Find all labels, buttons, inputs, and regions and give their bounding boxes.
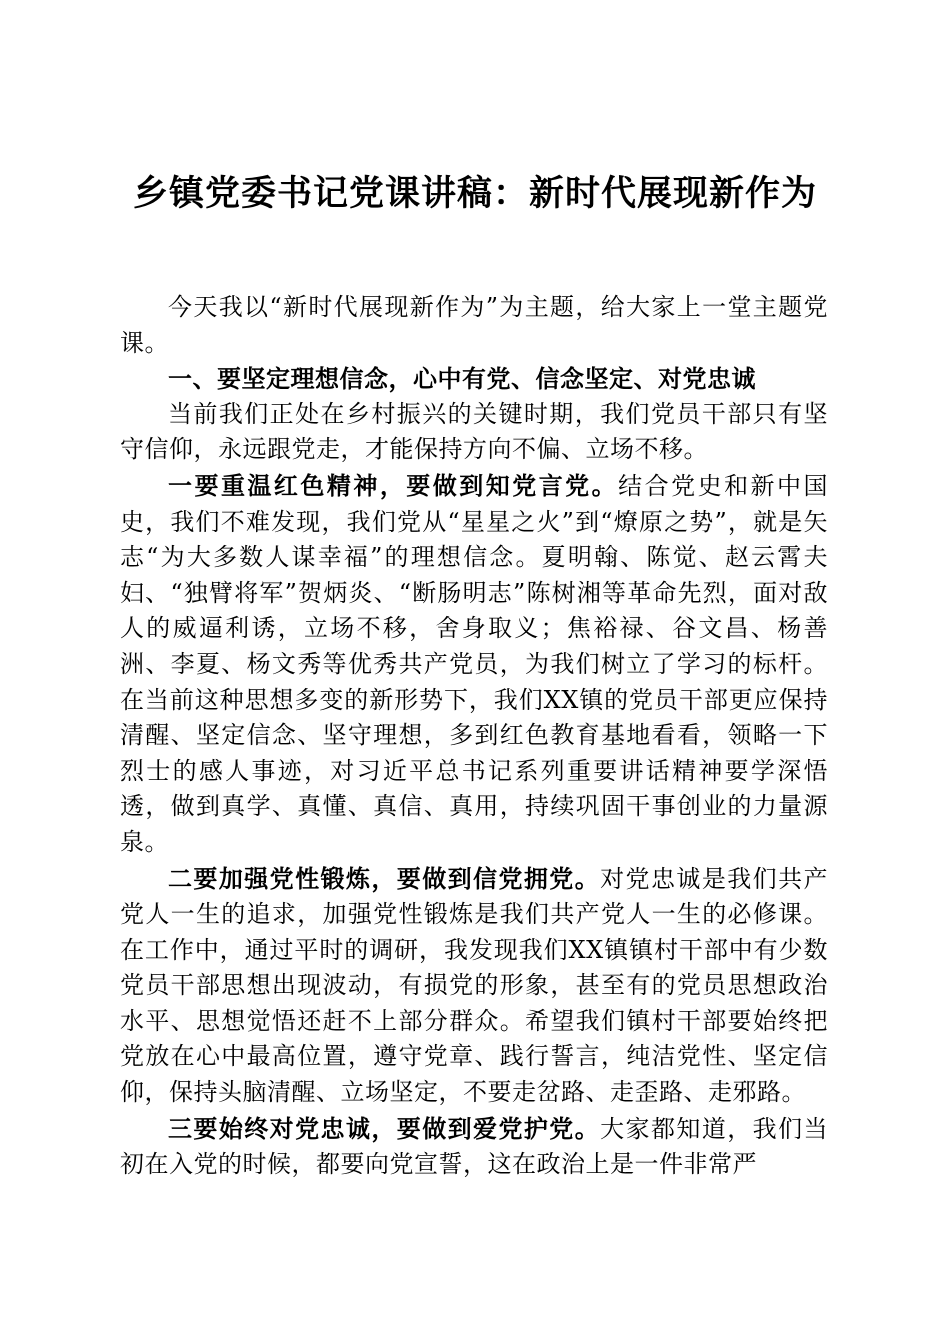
point-3-text: 大家都知道，我们当初在入党的时候，都要向党宣誓，这在政治上是一件非常严 bbox=[120, 1114, 828, 1179]
section-heading-1: 一、要坚定理想信念，心中有党、信念坚定、对党忠诚 bbox=[168, 364, 756, 394]
intro-paragraph: 今天我以“新时代展现新作为”为主题，给大家上一堂主题党课。 bbox=[120, 293, 828, 357]
point-3-paragraph bbox=[120, 1111, 828, 1183]
document-body bbox=[120, 290, 828, 1183]
point-3-lead: 三要始终对党忠诚，要做到爱党护党。 bbox=[168, 1113, 601, 1143]
point-1-paragraph bbox=[120, 468, 828, 861]
point-2-paragraph bbox=[120, 861, 828, 1111]
document-title: 乡镇党委书记党课讲稿：新时代展现新作为 bbox=[132, 173, 817, 214]
point-1-lead: 一要重温红色精神，要做到知党言党。 bbox=[168, 470, 619, 500]
point-1-text: 结合党史和新中国史，我们不难发现，我们党从“星星之火”到“燎原之势”，就是矢志“为大多数人谋幸福”的理想信念。夏明翰、陈觉、赵云霄夫妇、“独臂将军”贺炳炎、“断肠明志”陈树湘等革命先烈，面对敌人的威逼利诱，立场不移，舍身取义；焦裕禄、谷文昌、杨善洲、李夏、杨文秀等优秀共产党员，为我们树立了学习的标杆。在当前这种思想多变的新形势下，我们XX镇的党员干部更应保持清醒、坚定信念、坚守理想，多到红色教育基地看看，领略一下烈士的感人事迹，对习近平总书记系列重要讲话精神要学深悟透，做到真学、真懂、真信、真用，持续巩固干事创业的力量源泉。 bbox=[120, 471, 829, 856]
point-2-lead: 二要加强党性锻炼，要做到信党拥党。 bbox=[168, 863, 601, 893]
point-2-text: 对党忠诚是我们共产党人一生的追求，加强党性锻炼是我们共产党人一生的必修课。在工作中，通过平时的调研，我发现我们XX镇镇村干部中有少数党员干部思想出现波动，有损党的形象，甚至有的党员思想政治水平、思想觉悟还赶不上部分群众。希望我们镇村干部要始终把党放在心中最高位置，遵守党章、践行誓言，纯洁党性、坚定信仰，保持头脑清醒、立场坚定，不要走岔路、走歪路、走邪路。 bbox=[120, 864, 828, 1107]
section-1-paragraph: 当前我们正处在乡村振兴的关键时期，我们党员干部只有坚守信仰，永远跟党走，才能保持方向不偏、立场不移。 bbox=[120, 399, 828, 464]
